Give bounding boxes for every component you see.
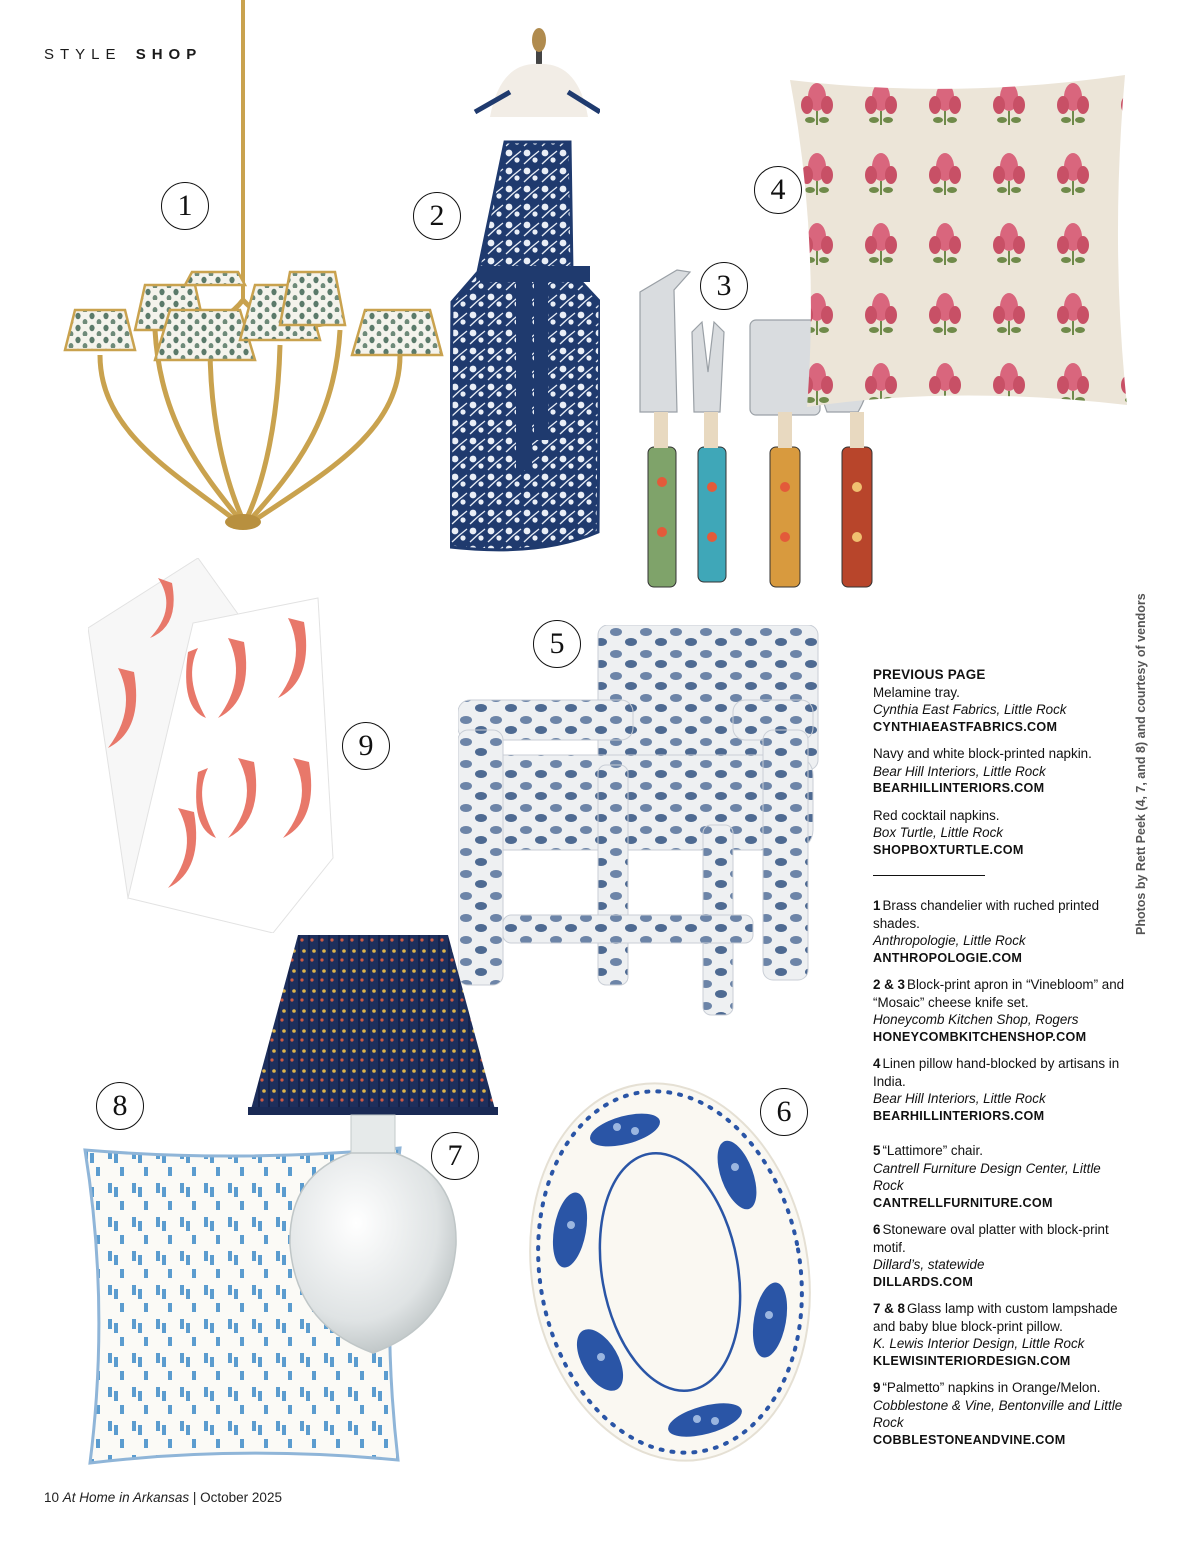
credit-source: Bear Hill Interiors, Little Rock [873,1091,1046,1106]
credit-source: K. Lewis Interior Design, Little Rock [873,1336,1085,1351]
credit-item-6 [873,1221,1133,1291]
palmetto-napkins-image [88,558,338,933]
credit-url: CANTRELLFURNITURE.COM [873,1195,1053,1210]
number-2-marker: 2 [413,192,461,240]
linen-pillow-image [785,75,1130,410]
issue-date: October 2025 [200,1490,282,1505]
credit-description: Stoneware oval platter with block-print motif. [873,1222,1109,1255]
number-1-marker: 1 [161,182,209,230]
credit-number: 7 & 8 [873,1301,906,1316]
credit-description: Linen pillow hand-blocked by artisans in India. [873,1056,1120,1089]
item-url: BEARHILLINTERIORS.COM [873,781,1045,795]
credit-description: Brass chandelier with ruched printed shades. [873,898,1100,931]
credits-sidebar [873,666,1133,1458]
credit-number: 2 & 3 [873,977,906,992]
credit-url: HONEYCOMBKITCHENSHOP.COM [873,1029,1087,1044]
credit-number: 5 [873,1143,881,1158]
previous-page-heading: PREVIOUS PAGE [873,667,986,682]
photo-credit: Photos by Rett Peek (4, 7, and 8) and courtesy of vendors [1134,593,1148,935]
credit-number: 6 [873,1222,881,1237]
credit-source: Dillard’s, statewide [873,1257,985,1272]
number-6-marker: 6 [760,1088,808,1136]
credit-url: COBBLESTONEANDVINE.COM [873,1432,1066,1447]
item-source: Cynthia East Fabrics, Little Rock [873,702,1067,717]
section-title: SHOP [135,46,203,63]
item-description: Red cocktail napkins. [873,807,1000,823]
number-5-marker: 5 [533,620,581,668]
item-url: SHOPBOXTURTLE.COM [873,842,1024,857]
credit-item-2-3 [873,976,1133,1046]
credit-url: DILLARDS.COM [873,1274,974,1289]
item-source: Bear Hill Interiors, Little Rock [873,763,1046,779]
credit-source: Cantrell Furniture Design Center, Little Rock [873,1160,1101,1193]
credit-source: Cobblestone & Vine, Bentonville and Little Rock [873,1397,1123,1430]
previous-page-item [873,807,1133,860]
credit-url: KLEWISINTERIORDESIGN.COM [873,1353,1071,1368]
divider-rule [873,875,985,876]
item-source: Box Turtle, Little Rock [873,825,1003,840]
number-8-marker: 8 [96,1082,144,1130]
stoneware-platter-image [525,1075,815,1470]
publication-name: At Home in Arkansas [62,1490,190,1505]
credit-description: “Palmetto” napkins in Orange/Melon. [882,1380,1101,1395]
page-footer [44,1490,282,1505]
credit-item-5 [873,1142,1133,1212]
credit-item-7-8 [873,1300,1133,1370]
item-description: Melamine tray. [873,684,960,700]
credit-number: 9 [873,1380,881,1395]
page-number: 10 [44,1490,60,1505]
previous-page-item [873,745,1133,798]
block-print-apron-image [450,22,600,562]
number-3-marker: 3 [700,262,748,310]
credit-source: Honeycomb Kitchen Shop, Rogers [873,1012,1079,1027]
lattimore-chair-image [458,625,823,1020]
credit-number: 1 [873,898,881,913]
number-9-marker: 9 [342,722,390,770]
footer-separator: | [192,1490,197,1505]
number-7-marker: 7 [431,1132,479,1180]
credit-source: Anthropologie, Little Rock [873,933,1026,948]
credit-description: Glass lamp with custom lampshade and baby blue block-print pillow. [873,1301,1118,1334]
credit-number: 4 [873,1056,881,1071]
credit-item-4 [873,1055,1133,1125]
previous-page-item [873,666,1133,736]
credit-description: Block-print apron in “Vinebloom” and “Mosaic” cheese knife set. [873,977,1125,1010]
item-url: CYNTHIAEASTFABRICS.COM [873,719,1058,734]
section-label: STYLE [44,46,122,63]
credit-url: ANTHROPOLOGIE.COM [873,950,1023,965]
item-description: Navy and white block-printed napkin. [873,746,1092,761]
credit-item-1 [873,897,1133,967]
credit-item-9 [873,1379,1133,1449]
brass-chandelier-image [60,0,450,540]
number-4-marker: 4 [754,166,802,214]
credit-description: “Lattimore” chair. [882,1143,983,1158]
credit-url: BEARHILLINTERIORS.COM [873,1108,1045,1123]
